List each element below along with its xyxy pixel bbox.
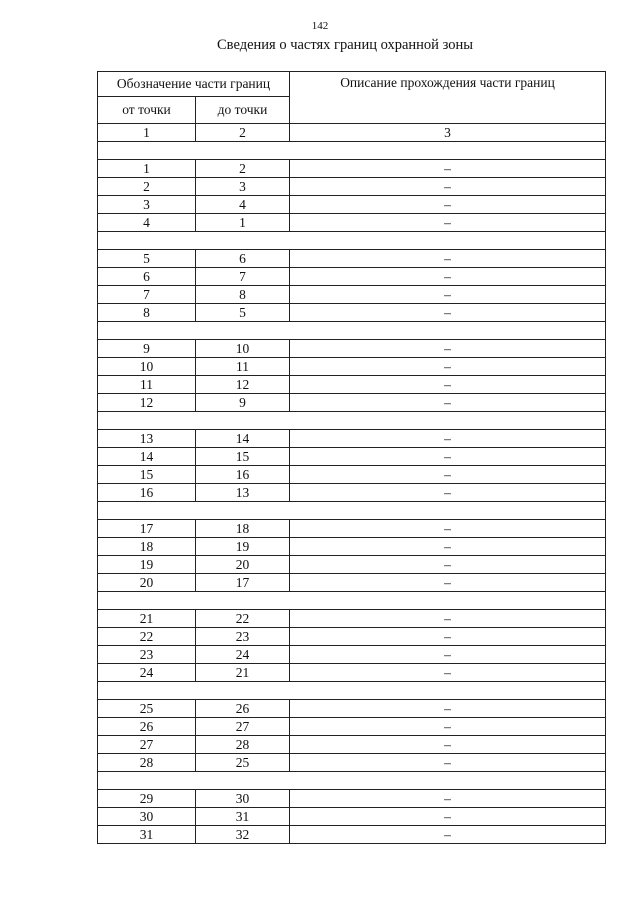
to-point-cell: 30 xyxy=(196,790,290,808)
from-point-cell: 8 xyxy=(98,304,196,322)
description-cell: – xyxy=(290,826,606,844)
to-point-cell: 5 xyxy=(196,304,290,322)
description-cell: – xyxy=(290,430,606,448)
description-cell: – xyxy=(290,286,606,304)
to-point-cell: 21 xyxy=(196,664,290,682)
group-separator-row xyxy=(98,232,606,250)
from-point-cell: 20 xyxy=(98,574,196,592)
table-row xyxy=(98,484,606,502)
group-separator-cell xyxy=(98,682,606,700)
from-point-cell: 23 xyxy=(98,646,196,664)
from-point-cell: 28 xyxy=(98,754,196,772)
table-row xyxy=(98,466,606,484)
to-point-cell: 16 xyxy=(196,466,290,484)
table-row xyxy=(98,754,606,772)
table-row xyxy=(98,268,606,286)
table-row xyxy=(98,610,606,628)
to-point-cell: 14 xyxy=(196,430,290,448)
to-point-cell: 13 xyxy=(196,484,290,502)
to-point-cell: 22 xyxy=(196,610,290,628)
to-point-cell: 26 xyxy=(196,700,290,718)
to-point-cell: 8 xyxy=(196,286,290,304)
table-row xyxy=(98,304,606,322)
table-row xyxy=(98,250,606,268)
group-separator-row xyxy=(98,412,606,430)
to-point-cell: 19 xyxy=(196,538,290,556)
header-description: Описание прохождения части границ xyxy=(290,72,606,124)
from-point-cell: 2 xyxy=(98,178,196,196)
table-row xyxy=(98,646,606,664)
group-separator-row xyxy=(98,502,606,520)
description-cell: – xyxy=(290,718,606,736)
boundary-parts-table xyxy=(97,71,606,844)
table-row xyxy=(98,556,606,574)
description-cell: – xyxy=(290,520,606,538)
description-cell: – xyxy=(290,610,606,628)
group-separator-cell xyxy=(98,232,606,250)
description-cell: – xyxy=(290,538,606,556)
to-point-cell: 24 xyxy=(196,646,290,664)
to-point-cell: 11 xyxy=(196,358,290,376)
from-point-cell: 1 xyxy=(98,160,196,178)
to-point-cell: 9 xyxy=(196,394,290,412)
description-cell: – xyxy=(290,574,606,592)
to-point-cell: 1 xyxy=(196,214,290,232)
table-header xyxy=(98,72,606,124)
to-point-cell: 12 xyxy=(196,376,290,394)
from-point-cell: 29 xyxy=(98,790,196,808)
to-point-cell: 20 xyxy=(196,556,290,574)
table-row xyxy=(98,574,606,592)
table-row xyxy=(98,214,606,232)
table-row xyxy=(98,826,606,844)
description-cell: – xyxy=(290,790,606,808)
group-separator-cell xyxy=(98,412,606,430)
from-point-cell: 15 xyxy=(98,466,196,484)
description-cell: – xyxy=(290,376,606,394)
from-point-cell: 22 xyxy=(98,628,196,646)
description-cell: – xyxy=(290,466,606,484)
group-separator-cell xyxy=(98,592,606,610)
to-point-cell: 10 xyxy=(196,340,290,358)
to-point-cell: 23 xyxy=(196,628,290,646)
from-point-cell: 10 xyxy=(98,358,196,376)
from-point-cell: 21 xyxy=(98,610,196,628)
table-row xyxy=(98,340,606,358)
to-point-cell: 4 xyxy=(196,196,290,214)
table-row xyxy=(98,736,606,754)
description-cell: – xyxy=(290,754,606,772)
from-point-cell: 7 xyxy=(98,286,196,304)
group-separator-cell xyxy=(98,502,606,520)
table-row xyxy=(98,358,606,376)
from-point-cell: 16 xyxy=(98,484,196,502)
description-cell: – xyxy=(290,664,606,682)
column-number-1: 1 xyxy=(98,124,196,142)
from-point-cell: 19 xyxy=(98,556,196,574)
from-point-cell: 4 xyxy=(98,214,196,232)
to-point-cell: 15 xyxy=(196,448,290,466)
to-point-cell: 7 xyxy=(196,268,290,286)
description-cell: – xyxy=(290,394,606,412)
from-point-cell: 17 xyxy=(98,520,196,538)
description-cell: – xyxy=(290,628,606,646)
group-separator-row xyxy=(98,142,606,160)
to-point-cell: 32 xyxy=(196,826,290,844)
header-boundary-designation: Обозначение части границ xyxy=(98,72,290,97)
header-from-point: от точки xyxy=(98,97,196,124)
from-point-cell: 27 xyxy=(98,736,196,754)
description-cell: – xyxy=(290,808,606,826)
group-separator-row xyxy=(98,592,606,610)
to-point-cell: 28 xyxy=(196,736,290,754)
description-cell: – xyxy=(290,178,606,196)
from-point-cell: 11 xyxy=(98,376,196,394)
from-point-cell: 12 xyxy=(98,394,196,412)
page-number: 142 xyxy=(311,20,329,32)
description-cell: – xyxy=(290,196,606,214)
table-row xyxy=(98,394,606,412)
description-cell: – xyxy=(290,448,606,466)
group-separator-cell xyxy=(98,142,606,160)
table-row xyxy=(98,430,606,448)
group-separator-row xyxy=(98,772,606,790)
group-separator-cell xyxy=(98,322,606,340)
from-point-cell: 3 xyxy=(98,196,196,214)
group-separator-cell xyxy=(98,772,606,790)
page-title: Сведения о частях границ охранной зоны xyxy=(217,37,473,53)
description-cell: – xyxy=(290,358,606,376)
from-point-cell: 18 xyxy=(98,538,196,556)
description-cell: – xyxy=(290,556,606,574)
table-body xyxy=(98,124,606,844)
description-cell: – xyxy=(290,736,606,754)
description-cell: – xyxy=(290,214,606,232)
table-row xyxy=(98,790,606,808)
to-point-cell: 6 xyxy=(196,250,290,268)
description-cell: – xyxy=(290,646,606,664)
header-to-point: до точки xyxy=(196,97,290,124)
table-row xyxy=(98,196,606,214)
from-point-cell: 25 xyxy=(98,700,196,718)
to-point-cell: 25 xyxy=(196,754,290,772)
column-number-3: 3 xyxy=(290,124,606,142)
description-cell: – xyxy=(290,250,606,268)
to-point-cell: 18 xyxy=(196,520,290,538)
description-cell: – xyxy=(290,484,606,502)
table-row xyxy=(98,286,606,304)
group-separator-row xyxy=(98,682,606,700)
table-row xyxy=(98,448,606,466)
table-row xyxy=(98,808,606,826)
from-point-cell: 9 xyxy=(98,340,196,358)
table-row xyxy=(98,700,606,718)
from-point-cell: 26 xyxy=(98,718,196,736)
to-point-cell: 27 xyxy=(196,718,290,736)
from-point-cell: 14 xyxy=(98,448,196,466)
from-point-cell: 13 xyxy=(98,430,196,448)
table-row xyxy=(98,160,606,178)
to-point-cell: 3 xyxy=(196,178,290,196)
table-row xyxy=(98,628,606,646)
table-row xyxy=(98,718,606,736)
from-point-cell: 30 xyxy=(98,808,196,826)
table-row xyxy=(98,664,606,682)
group-separator-row xyxy=(98,322,606,340)
from-point-cell: 5 xyxy=(98,250,196,268)
description-cell: – xyxy=(290,268,606,286)
description-cell: – xyxy=(290,700,606,718)
to-point-cell: 31 xyxy=(196,808,290,826)
to-point-cell: 17 xyxy=(196,574,290,592)
from-point-cell: 6 xyxy=(98,268,196,286)
description-cell: – xyxy=(290,304,606,322)
column-number-2: 2 xyxy=(196,124,290,142)
from-point-cell: 31 xyxy=(98,826,196,844)
to-point-cell: 2 xyxy=(196,160,290,178)
table-row xyxy=(98,520,606,538)
description-cell: – xyxy=(290,160,606,178)
table-row xyxy=(98,178,606,196)
description-cell: – xyxy=(290,340,606,358)
column-number-row xyxy=(98,124,606,142)
table-row xyxy=(98,376,606,394)
from-point-cell: 24 xyxy=(98,664,196,682)
table-row xyxy=(98,538,606,556)
